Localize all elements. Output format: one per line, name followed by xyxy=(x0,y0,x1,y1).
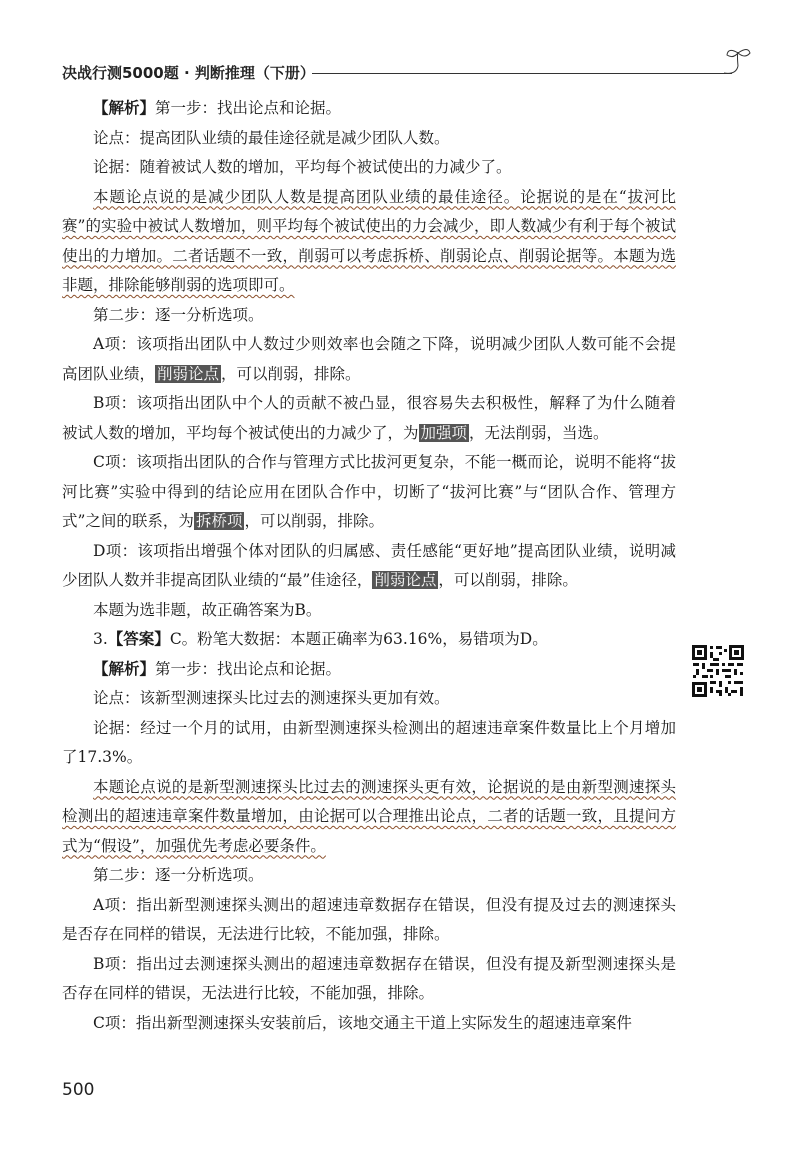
question-number: 3. xyxy=(93,630,108,648)
qr-code xyxy=(690,643,746,699)
analysis-heading-1 xyxy=(62,94,676,124)
option-d-analysis xyxy=(62,537,676,596)
analysis-text: 第一步：找出论点和论据。 xyxy=(155,659,342,678)
option-a-analysis-2: A项：指出新型测速探头测出的超速违章数据存在错误，但没有提及过去的测速探头是否存在同样的错误，无法进行比较，不能加强，排除。 xyxy=(62,895,676,943)
argument-evidence-2: 论据：经过一个月的试用，由新型测速探头检测出的超速违章案件数量比上个月增加了17.3%。 xyxy=(62,718,676,766)
highlight-label: 加强项 xyxy=(420,423,468,442)
reasoning-paragraph-2 xyxy=(62,773,676,862)
question-3-answer xyxy=(62,625,676,655)
option-b-analysis xyxy=(62,389,676,448)
option-b-analysis-2: B项：指出过去测速探头测出的超速违章数据存在错误，但没有提及新型测速探头是否存在同样的错误，无法进行比较，不能加强，排除。 xyxy=(62,954,676,1002)
option-text-after: ，可以削弱，排除。 xyxy=(438,571,578,589)
sprout-icon xyxy=(722,44,752,78)
option-c-analysis-2: C项：指出新型测速探头安装前后，该地交通主干道上实际发生的超速违章案件 xyxy=(93,1013,632,1032)
option-text: C项：该项指出团队的合作与管理方式比拔河更复杂，不能一概而论，说明不能将“拔河比赛”实验中得到的结论应用在团队合作中，切断了“拔河比赛”与“团队合作、管理方式”之间的联系，为 xyxy=(62,453,676,530)
option-text-after: ，无法削弱，当选。 xyxy=(469,423,609,442)
option-text: B项：该项指出团队中个人的贡献不被凸显，很容易失去积极性，解释了为什么随着被试人数的增加，平均每个被试使出的力减少了，为 xyxy=(62,394,676,442)
step-two-heading-2: 第二步：逐一分析选项。 xyxy=(93,866,264,884)
step-two-heading: 第二步：逐一分析选项。 xyxy=(93,305,264,324)
option-c-analysis xyxy=(62,448,676,537)
analysis-text: 第一步：找出论点和论据。 xyxy=(155,99,342,117)
highlight-label: 拆桥项 xyxy=(195,512,243,530)
highlight-label: 削弱论点 xyxy=(157,364,220,383)
argument-claim: 论点：提高团队业绩的最佳途径就是减少团队人数。 xyxy=(93,128,450,147)
page-header xyxy=(62,42,752,82)
option-text: D项：该项指出增强个体对团队的归属感、责任感能“更好地”提高团队业绩，说明减少团队人数并非提高团队业绩的“最”佳途径， xyxy=(62,541,676,589)
page-number: 500 xyxy=(62,1080,95,1100)
option-a-analysis xyxy=(62,330,676,389)
answer-text: C。粉笔大数据：本题正确率为63.16%，易错项为D。 xyxy=(169,630,548,648)
argument-claim-2: 论点：该新型测速探头比过去的测速探头更加有效。 xyxy=(93,689,450,707)
wavy-underlined-text: 本题论点说的是减少团队人数是提高团队业绩的最佳途径。论据说的是在“拔河比赛”的实验中被试人数增加，则平均每个被试使出的力会减少，即人数减少有利于每个被试使出的力增加。二者话题不一致，削弱可以考虑拆桥、削弱论点、削弱论据等。本题为选非题，排除能够削弱的选项即可。 xyxy=(62,187,676,294)
wavy-underlined-text: 本题论点说的是新型测速探头比过去的测速探头更有效，论据说的是由新型测速探头检测出的超速违章案件数量增加，由论据可以合理推出论点，二者的话题一致，且提问方式为“假设”，加强优先考虑必要条件。 xyxy=(62,777,676,855)
answer-tag: 【答案】 xyxy=(107,630,170,648)
analysis-tag: 【解析】 xyxy=(93,99,156,117)
option-text: A项：该项指出团队中人数过少则效率也会随之下降，说明减少团队人数可能不会提高团队业绩， xyxy=(62,335,676,383)
reasoning-paragraph-1 xyxy=(62,183,676,301)
book-title: 决战行测5000题 · 判断推理（下册） xyxy=(62,64,315,82)
argument-evidence: 论据：随着被试人数的增加，平均每个被试使出的力减少了。 xyxy=(93,158,512,176)
answer-conclusion: 本题为选非题，故正确答案为B。 xyxy=(93,600,322,619)
option-text-after: ，可以削弱，排除。 xyxy=(244,512,384,530)
analysis-heading-2 xyxy=(62,655,676,685)
header-rule xyxy=(312,73,732,74)
option-text-after: ，可以削弱，排除。 xyxy=(221,364,361,383)
highlight-label: 削弱论点 xyxy=(374,571,437,589)
page-content xyxy=(62,94,676,1038)
analysis-tag: 【解析】 xyxy=(93,659,156,678)
